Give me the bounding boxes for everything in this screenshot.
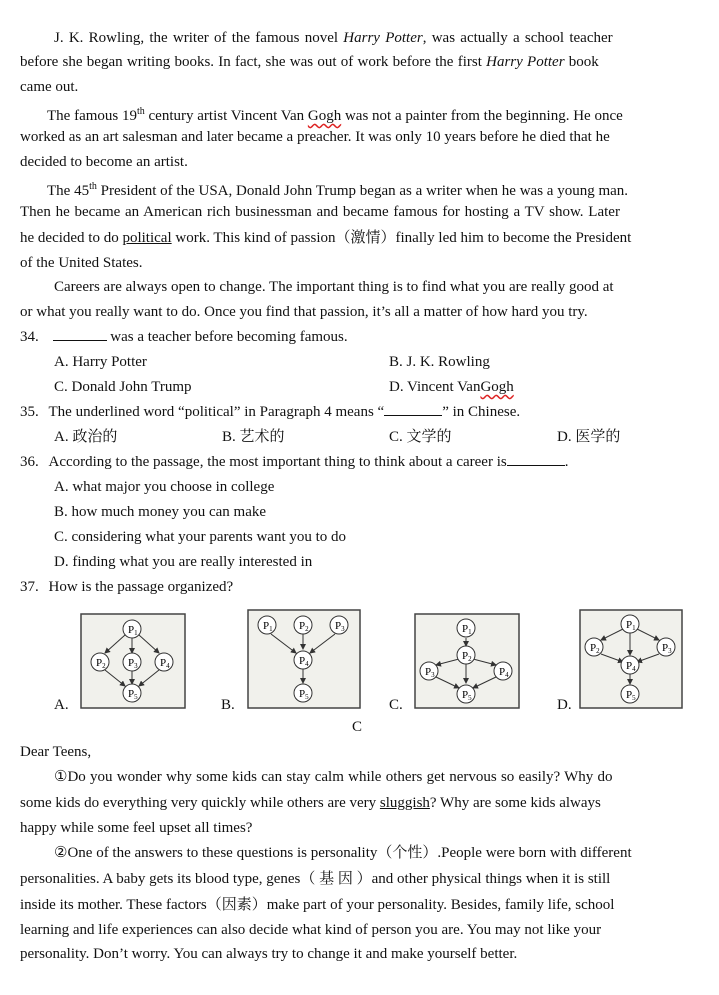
structure-diagram-d [579, 609, 683, 709]
letter-paragraph-2-line-5: personality. Don’t worry. You can always try to change it and make yourself better. [20, 946, 518, 962]
option-c: C. 文学的 [389, 429, 452, 445]
svg-text:P2: P2 [299, 620, 309, 633]
structure-diagram-b [247, 609, 361, 709]
answer-blank [507, 452, 565, 466]
node-p4 [155, 653, 173, 671]
svg-text:P3: P3 [128, 657, 138, 670]
option-b: B. J. K. Rowling [389, 354, 490, 370]
node-p3 [123, 653, 141, 671]
letter-paragraph-2-line-4: learning and life experiences can also decide what kind of person you are. You may not like your [20, 922, 602, 938]
svg-text:P3: P3 [662, 642, 672, 655]
option-d: D. 医学的 [557, 429, 621, 445]
diagram-option-c-label: C. [389, 697, 403, 713]
svg-text:P5: P5 [128, 688, 138, 701]
paragraph-2-line-2: worked as an art salesman and later became a preacher. It was only 10 years before he died that he [20, 129, 610, 145]
node-p3 [420, 662, 438, 680]
paragraph-4-line-2: or what you really want to do. Once you find that passion, it’s all a matter of how hard you try. [20, 304, 588, 320]
letter-paragraph-2-line-1: ②One of the answers to these questions is personality（个性）.People were born with different [54, 845, 632, 861]
svg-text:P3: P3 [425, 666, 435, 679]
option-a: A. 政治的 [54, 429, 118, 445]
option-b: B. 艺术的 [222, 429, 285, 445]
node-p1 [123, 620, 141, 638]
letter-greeting: Dear Teens, [20, 744, 92, 760]
node-p1 [621, 615, 639, 633]
paragraph-4-line-1: Careers are always open to change. The important thing is to find what you are really good at [54, 279, 614, 295]
paragraph-2-line-3: decided to become an artist. [20, 154, 188, 170]
question-36-stem: 36. According to the passage, the most important thing to think about a career is . [20, 454, 569, 470]
node-p3 [330, 616, 348, 634]
node-p1 [457, 619, 475, 637]
svg-text:P4: P4 [499, 666, 509, 679]
svg-text:P4: P4 [299, 655, 309, 668]
option-d: D. Vincent VanGogh [389, 379, 514, 395]
option-c: C. Donald John Trump [54, 379, 192, 395]
node-p2 [457, 646, 475, 664]
option-d: D. finding what you are really interested in [54, 554, 313, 570]
letter-paragraph-1-line-1: ①Do you wonder why some kids can stay calm while others get nervous so easily? Why do [54, 769, 613, 785]
svg-text:P2: P2 [590, 642, 600, 655]
question-37-stem: 37. How is the passage organized? [20, 579, 234, 595]
diagram-option-d-label: D. [557, 697, 572, 713]
paragraph-3-line-4: of the United States. [20, 255, 143, 271]
node-p2 [294, 616, 312, 634]
section-heading: C [352, 719, 363, 735]
svg-text:P5: P5 [299, 688, 309, 701]
answer-blank [384, 402, 442, 416]
svg-text:P4: P4 [626, 660, 636, 673]
option-a: A. what major you choose in college [54, 479, 275, 495]
structure-diagram-a [80, 613, 186, 709]
paragraph-1-line-3: came out. [20, 79, 79, 95]
paragraph-1-line-1: J. K. Rowling, the writer of the famous novel Harry Potter, was actually a school teacher [54, 30, 613, 46]
node-p1 [258, 616, 276, 634]
option-c: C. considering what your parents want you to do [54, 529, 347, 545]
structure-diagram-c [414, 613, 520, 709]
question-34-stem: 34. was a teacher before becoming famous. [20, 329, 348, 345]
node-p2 [91, 653, 109, 671]
svg-text:P5: P5 [462, 689, 472, 702]
node-p3 [657, 638, 675, 656]
node-p4 [294, 651, 312, 669]
node-p5 [123, 684, 141, 702]
node-p2 [585, 638, 603, 656]
node-p5 [621, 685, 639, 703]
paragraph-3-line-3: he decided to do political work. This kind of passion（激情）finally led him to become the President [20, 230, 632, 246]
svg-text:P1: P1 [462, 623, 472, 636]
answer-blank [53, 327, 107, 341]
svg-text:P5: P5 [626, 689, 636, 702]
svg-text:P1: P1 [626, 619, 636, 632]
svg-text:P1: P1 [263, 620, 273, 633]
svg-text:P3: P3 [335, 620, 345, 633]
node-p5 [294, 684, 312, 702]
paragraph-2-line-1: The famous 19th century artist Vincent Van Gogh was not a painter from the beginning. He once [47, 106, 623, 124]
option-a: A. Harry Potter [54, 354, 147, 370]
node-p4 [621, 656, 639, 674]
letter-paragraph-2-line-2: personalities. A baby gets its blood type, genes（ 基 因 ）and other physical things when it is still [20, 871, 611, 887]
paragraph-3-line-2: Then he became an American rich businessman and became famous for hosting a TV show. Later [20, 204, 620, 220]
letter-paragraph-1-line-2: some kids do everything very quickly while others are very sluggish? Why are some kids always [20, 795, 601, 811]
svg-text:P4: P4 [160, 657, 170, 670]
diagram-option-a-label: A. [54, 697, 69, 713]
node-p4 [494, 662, 512, 680]
letter-paragraph-1-line-3: happy while some feel upset all times? [20, 820, 253, 836]
paragraph-3-line-1: The 45th President of the USA, Donald John Trump began as a writer when he was a young man. [47, 181, 629, 199]
svg-text:P2: P2 [462, 650, 472, 663]
paragraph-1-line-2: before she began writing books. In fact, she was out of work before the first Harry Potter book [20, 54, 599, 70]
svg-text:P2: P2 [96, 657, 106, 670]
letter-paragraph-2-line-3: inside its mother. These factors（因素）make part of your personality. Besides, family life, school [20, 897, 615, 913]
node-p5 [457, 685, 475, 703]
svg-text:P1: P1 [128, 624, 138, 637]
question-35-stem: 35. The underlined word “political” in Paragraph 4 means “ ” in Chinese. [20, 404, 521, 420]
diagram-option-b-label: B. [221, 697, 235, 713]
option-b: B. how much money you can make [54, 504, 267, 520]
